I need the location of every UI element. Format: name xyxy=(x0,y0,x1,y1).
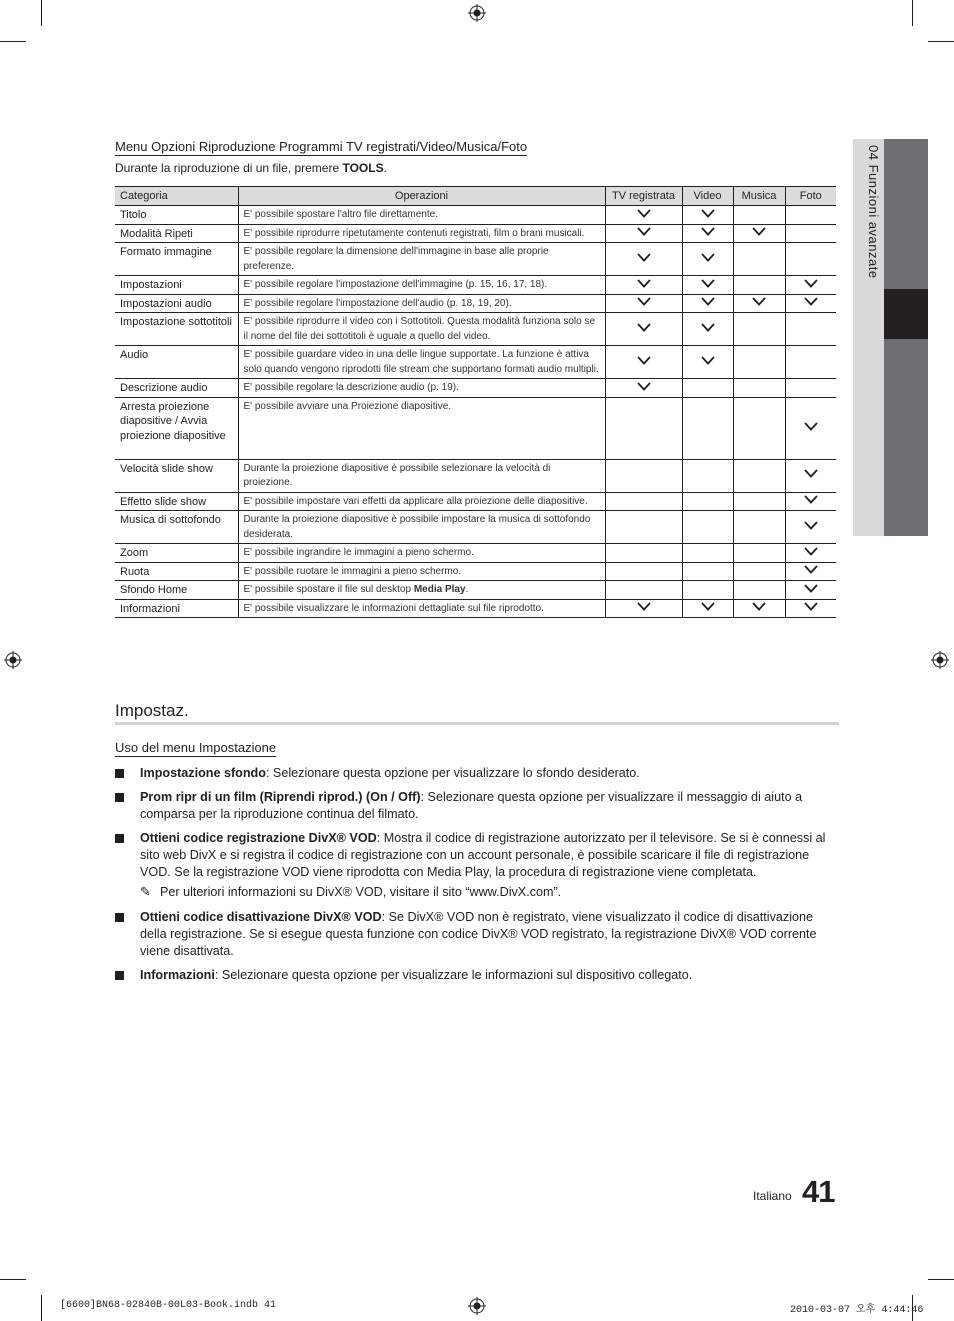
cell-video xyxy=(682,224,733,243)
checkmark-icon xyxy=(701,602,715,614)
table-row xyxy=(115,562,836,581)
cell-video xyxy=(682,313,733,346)
cell-operation xyxy=(238,346,605,379)
heading-rule xyxy=(115,722,839,725)
cell-category: Impostazioni audio xyxy=(115,294,238,313)
checkmark-icon xyxy=(752,227,766,239)
cell-tv xyxy=(605,379,682,398)
page-number: 41 xyxy=(802,1174,835,1209)
cell-operation xyxy=(238,294,605,313)
table-row xyxy=(115,397,836,459)
table-row xyxy=(115,459,836,492)
cell-video xyxy=(682,346,733,379)
checkmark-icon xyxy=(804,469,818,481)
cell-foto xyxy=(785,562,836,581)
cell-category: Zoom xyxy=(115,544,238,563)
table-header-row xyxy=(115,187,836,206)
cell-foto xyxy=(785,206,836,225)
cell-operation xyxy=(238,379,605,398)
item-label: Prom ripr di un film (Riprendi riprod.) (On / Off) xyxy=(140,790,421,804)
table-row xyxy=(115,511,836,544)
cell-tv xyxy=(605,206,682,225)
operation-text: E' possibile visualizzare le informazioni dettagliate sul file riprodotto. xyxy=(243,602,544,614)
crop-mark xyxy=(0,1279,26,1280)
cell-musica xyxy=(733,492,785,511)
table-row xyxy=(115,294,836,313)
cell-operation xyxy=(238,206,605,225)
item-text: : Se DivX® VOD non è registrato, viene visualizzato il codice di disattivazione della registrazione. Se si esegue questa funzione con codice DivX® VOD registrato, la registrazione DivX® VOD corrente viene disattivata. xyxy=(140,910,817,958)
cell-foto xyxy=(785,313,836,346)
cell-category: Titolo xyxy=(115,206,238,225)
cell-foto xyxy=(785,492,836,511)
cell-video xyxy=(682,599,733,618)
checkmark-icon xyxy=(701,297,715,309)
cell-category: Informazioni xyxy=(115,599,238,618)
cell-video xyxy=(682,276,733,295)
cell-tv xyxy=(605,276,682,295)
cell-category: Impostazione sottotitoli xyxy=(115,313,238,346)
print-file-info: [6600]BN68-02840B-00L03-Book.indb 41 xyxy=(60,1300,277,1311)
cell-musica xyxy=(733,243,785,276)
intro-text: Durante la riproduzione di un file, premere xyxy=(115,161,343,175)
checkmark-icon xyxy=(804,422,818,434)
cell-tv xyxy=(605,243,682,276)
operation-text: E' possibile spostare l'altro file direttamente. xyxy=(243,209,438,220)
cell-foto xyxy=(785,397,836,459)
cell-musica xyxy=(733,206,785,225)
cell-operation xyxy=(238,511,605,544)
checkmark-icon xyxy=(804,565,818,577)
cell-operation xyxy=(238,492,605,511)
checkmark-icon xyxy=(752,602,766,614)
tools-key: TOOLS xyxy=(342,161,384,175)
cell-musica xyxy=(733,294,785,313)
cell-musica xyxy=(733,511,785,544)
cell-video xyxy=(682,581,733,600)
chapter-tab-block xyxy=(884,139,928,289)
cell-operation xyxy=(238,397,605,459)
cell-musica xyxy=(733,562,785,581)
settings-heading: Impostaz. xyxy=(115,701,189,720)
item-text: : Selezionare questa opzione per visualizzare le informazioni sul dispositivo collegato. xyxy=(214,968,693,982)
checkmark-icon xyxy=(637,323,651,335)
cell-category: Modalità Ripeti xyxy=(115,224,238,243)
cell-video xyxy=(682,492,733,511)
cell-video xyxy=(682,511,733,544)
intro-suffix: . xyxy=(383,161,387,175)
cell-category: Ruota xyxy=(115,562,238,581)
cell-video xyxy=(682,544,733,563)
cell-video xyxy=(682,379,733,398)
crop-mark xyxy=(928,1279,954,1280)
item-label: Informazioni xyxy=(140,968,215,982)
cell-foto xyxy=(785,243,836,276)
operation-text: E' possibile regolare la dimensione dell'immagine in base alle proprie preferenze. xyxy=(243,246,549,272)
cell-tv xyxy=(605,562,682,581)
options-table xyxy=(115,186,836,618)
list-item xyxy=(115,830,837,881)
bullet-square-icon xyxy=(115,834,124,843)
checkmark-icon xyxy=(637,209,651,221)
operation-text: E' possibile guardare video in una delle lingue supportate. La funzione è attiva solo quando vengono riprodotti file stream che supportano formati audio multipli. xyxy=(243,349,599,375)
cell-video xyxy=(682,206,733,225)
table-row xyxy=(115,599,836,618)
chapter-tab-block xyxy=(884,339,928,536)
checkmark-icon xyxy=(701,227,715,239)
operation-text: E' possibile riprodurre ripetutamente contenuti registrati, film o brani musicali. xyxy=(243,227,585,239)
note-pencil-icon: ✎ xyxy=(140,884,151,899)
table-row xyxy=(115,206,836,225)
bullet-square-icon xyxy=(115,793,124,802)
header-video: Video xyxy=(682,187,733,206)
checkmark-icon xyxy=(804,547,818,559)
cell-musica xyxy=(733,276,785,295)
table-row xyxy=(115,492,836,511)
crop-mark xyxy=(41,0,42,26)
section-title: Menu Opzioni Riproduzione Programmi TV registrati/Video/Musica/Foto xyxy=(115,139,528,154)
header-categoria: Categoria xyxy=(115,187,238,206)
operation-text: E' possibile regolare la descrizione audio (p. 19). xyxy=(243,382,459,393)
checkmark-icon xyxy=(637,356,651,368)
cell-category: Effetto slide show xyxy=(115,492,238,511)
checkmark-icon xyxy=(701,253,715,265)
cell-foto xyxy=(785,294,836,313)
cell-foto xyxy=(785,276,836,295)
cell-tv xyxy=(605,599,682,618)
table-row xyxy=(115,581,836,600)
operation-text: E' possibile riprodurre il video con i Sottotitoli. Questa modalità funziona solo se il nome del file dei sottotitoli è uguale a quello del video. xyxy=(243,316,596,342)
crop-mark xyxy=(912,0,913,26)
item-text: : Selezionare questa opzione per visualizzare lo sfondo desiderato. xyxy=(265,766,640,780)
item-label: Ottieni codice registrazione DivX® VOD xyxy=(140,831,377,845)
cell-operation xyxy=(238,599,605,618)
cell-musica xyxy=(733,459,785,492)
list-item xyxy=(115,765,837,782)
cell-category: Formato immagine xyxy=(115,243,238,276)
crop-mark xyxy=(928,41,954,42)
cell-operation xyxy=(238,313,605,346)
cell-foto xyxy=(785,511,836,544)
item-label: Impostazione sfondo xyxy=(140,766,266,780)
cell-video xyxy=(682,243,733,276)
cell-musica xyxy=(733,544,785,563)
table-row xyxy=(115,243,836,276)
cell-foto xyxy=(785,379,836,398)
cell-tv xyxy=(605,581,682,600)
cell-operation xyxy=(238,276,605,295)
table-row xyxy=(115,224,836,243)
cell-category: Descrizione audio xyxy=(115,379,238,398)
checkmark-icon xyxy=(701,209,715,221)
checkmark-icon xyxy=(804,602,818,614)
checkmark-icon xyxy=(637,297,651,309)
list-item xyxy=(115,909,837,960)
checkmark-icon xyxy=(804,495,818,507)
cell-category: Velocità slide show xyxy=(115,459,238,492)
checkmark-icon xyxy=(637,382,651,394)
cell-tv xyxy=(605,346,682,379)
operation-text: Durante la proiezione diapositive è possibile impostare la musica di sottofondo desiderata. xyxy=(243,514,591,540)
bullet-square-icon xyxy=(115,971,124,980)
cell-musica xyxy=(733,313,785,346)
cell-foto xyxy=(785,224,836,243)
cell-category: Arresta proiezione diapositive / Avvia proiezione diapositive xyxy=(115,397,238,459)
checkmark-icon xyxy=(701,279,715,291)
list-item xyxy=(115,789,837,823)
cell-foto xyxy=(785,599,836,618)
header-operazioni: Operazioni xyxy=(238,187,605,206)
operation-text: E' possibile ruotare le immagini a pieno schermo. xyxy=(243,565,462,577)
cell-musica xyxy=(733,224,785,243)
cell-operation xyxy=(238,224,605,243)
cell-operation xyxy=(238,581,605,600)
cell-musica xyxy=(733,581,785,600)
cell-musica xyxy=(733,379,785,398)
cell-foto xyxy=(785,581,836,600)
checkmark-icon xyxy=(701,323,715,335)
crop-mark xyxy=(0,41,26,42)
operation-bold: Media Play xyxy=(413,584,466,595)
table-row xyxy=(115,313,836,346)
cell-category: Sfondo Home xyxy=(115,581,238,600)
header-foto: Foto xyxy=(785,187,836,206)
note-text: Per ulteriori informazioni su DivX® VOD, visitare il sito “www.DivX.com”. xyxy=(160,885,562,899)
checkmark-icon xyxy=(804,521,818,533)
bullet-square-icon xyxy=(115,769,124,778)
cell-operation xyxy=(238,544,605,563)
table-row xyxy=(115,544,836,563)
print-timestamp: 2010-03-07 오후 4:44:46 xyxy=(790,1305,924,1316)
cell-foto xyxy=(785,459,836,492)
checkmark-icon xyxy=(804,279,818,291)
table-row xyxy=(115,379,836,398)
cell-video xyxy=(682,562,733,581)
item-text: : Mostra il codice di registrazione autorizzato per il televisore. Se si è connessi al sito web DivX e si registra il codice di registrazione con un account personale, è possibile scaricare il file di registrazione VOD. Se la registrazione VOD viene riprodotta con Media Play, la procedura di registrazione viene completata. xyxy=(140,831,826,879)
chapter-tab-label: 04 Funzioni avanzate xyxy=(866,145,881,279)
crop-mark xyxy=(41,1295,42,1321)
operation-text: E' possibile regolare l'impostazione dell'audio (p. 18, 19, 20). xyxy=(243,297,512,309)
cell-operation xyxy=(238,459,605,492)
operation-text: E' possibile regolare l'impostazione dell'immagine (p. 15, 16, 17, 18). xyxy=(243,279,548,290)
cell-video xyxy=(682,459,733,492)
registration-mark-icon xyxy=(4,651,22,669)
operation-suffix: . xyxy=(465,584,469,595)
chapter-tab-active-block xyxy=(884,289,928,339)
checkmark-icon xyxy=(637,279,651,291)
cell-tv xyxy=(605,511,682,544)
checkmark-icon xyxy=(637,253,651,265)
registration-mark-icon xyxy=(468,4,486,22)
page-language: Italiano xyxy=(753,1189,792,1203)
cell-musica xyxy=(733,346,785,379)
cell-musica xyxy=(733,397,785,459)
cell-tv xyxy=(605,459,682,492)
cell-operation xyxy=(238,243,605,276)
operation-text: E' possibile spostare il file sul desktop xyxy=(243,584,414,595)
cell-tv xyxy=(605,224,682,243)
cell-category: Impostazioni xyxy=(115,276,238,295)
cell-tv xyxy=(605,492,682,511)
header-musica: Musica xyxy=(733,187,785,206)
note xyxy=(140,884,561,900)
bullet-square-icon xyxy=(115,913,124,922)
section-intro xyxy=(115,161,387,175)
settings-subheading: Uso del menu Impostazione xyxy=(115,740,277,755)
registration-mark-icon xyxy=(468,1297,486,1315)
cell-video xyxy=(682,397,733,459)
table-row xyxy=(115,276,836,295)
cell-tv xyxy=(605,313,682,346)
operation-text: Durante la proiezione diapositive è possibile selezionare la velocità di proiezione. xyxy=(243,462,551,488)
registration-mark-icon xyxy=(931,651,949,669)
cell-category: Audio xyxy=(115,346,238,379)
checkmark-icon xyxy=(804,584,818,596)
table-row xyxy=(115,346,836,379)
cell-video xyxy=(682,294,733,313)
checkmark-icon xyxy=(637,602,651,614)
list-item xyxy=(115,967,837,984)
cell-musica xyxy=(733,599,785,618)
header-tv-registrata: TV registrata xyxy=(605,187,682,206)
operation-text: E' possibile ingrandire le immagini a pieno schermo. xyxy=(243,547,474,558)
item-text: : Selezionare questa opzione per visualizzare il messaggio di aiuto a comparsa per la riproduzione continua del filmato. xyxy=(140,790,803,821)
cell-foto xyxy=(785,544,836,563)
checkmark-icon xyxy=(637,227,651,239)
operation-text: E' possibile impostare vari effetti da applicare alla proiezione delle diapositive. xyxy=(243,495,588,507)
checkmark-icon xyxy=(701,356,715,368)
cell-foto xyxy=(785,346,836,379)
operation-text: E' possibile avviare una Proiezione diapositive. xyxy=(243,400,452,412)
cell-category: Musica di sottofondo xyxy=(115,511,238,544)
item-label: Ottieni codice disattivazione DivX® VOD xyxy=(140,910,382,924)
checkmark-icon xyxy=(752,297,766,309)
cell-operation xyxy=(238,562,605,581)
table-body xyxy=(115,206,836,618)
cell-tv xyxy=(605,294,682,313)
cell-tv xyxy=(605,397,682,459)
checkmark-icon xyxy=(804,297,818,309)
cell-tv xyxy=(605,544,682,563)
